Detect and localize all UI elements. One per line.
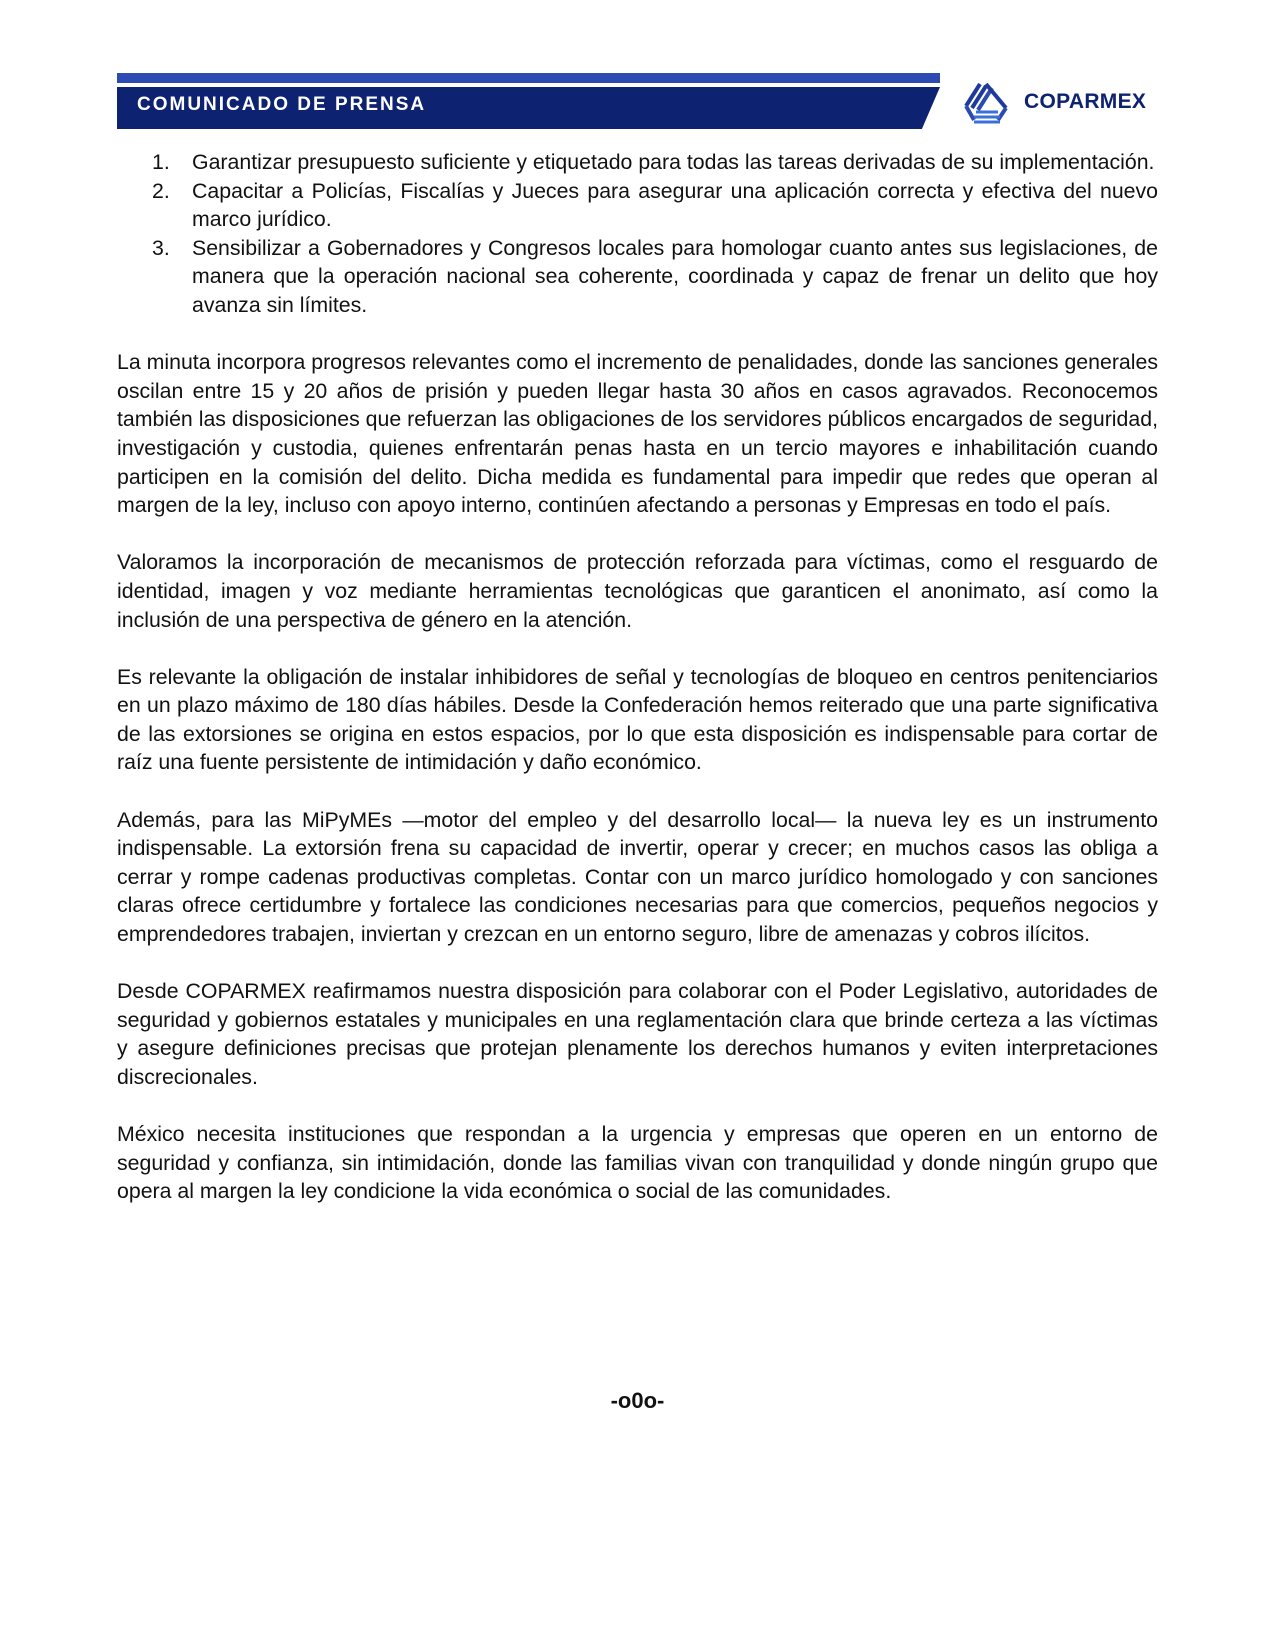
paragraph-coparmex-collaboration: Desde COPARMEX reafirmamos nuestra disposición para colaborar con el Poder Legislativo, autoridades de seguridad y gobiernos estatales y municipales en una reglamentación clara que brinde certeza a las víctimas y asegure definiciones precisas que protejan plenamente los derechos humanos y eviten interpretaciones discrecionales. [117, 979, 1158, 1089]
header-title: COMUNICADO DE PRENSA [137, 94, 427, 115]
list-item [152, 148, 1158, 177]
paragraph-victim-protection: Valoramos la incorporación de mecanismos de protección reforzada para víctimas, como el resguardo de identidad, imagen y voz mediante herramientas tecnológicas que garanticen el anonimato, así como la inclusión de una perspectiva de género en la atención. [117, 550, 1158, 632]
closing-mark: -o0o- [610, 1388, 665, 1413]
list-text: Sensibilizar a Gobernadores y Congresos locales para homologar cuanto antes sus legislaciones, de manera que la operación nacional sea coherente, coordinada y capaz de frenar un delito que hoy avanza sin límites. [192, 235, 1158, 317]
paragraph-penalties: La minuta incorpora progresos relevantes como el incremento de penalidades, donde las sanciones generales oscilan entre 15 y 20 años de prisión y pueden llegar hasta 30 años en casos agravados. Reconocemos también las disposiciones que refuerzan las obligaciones de los servidores públicos encargados de seguridad, investigación y custodia, quienes enfrentarán penas hasta en un tercio mayores e inhabilitación cuando participen en la comisión del delito. Dicha medida es fundamental para impedir que redes que operan al margen de la ley, incluso con apoyo interno, continúen afectando a personas y Empresas en todo el país. [117, 350, 1158, 518]
list-number: 3. [152, 235, 170, 260]
list-text: Capacitar a Policías, Fiscalías y Jueces para asegurar una aplicación correcta y efectiva del nuevo marco jurídico. [192, 178, 1158, 232]
paragraph-mipymes: Además, para las MiPyMEs —motor del empleo y del desarrollo local— la nueva ley es un instrumento indispensable. La extorsión frena su capacidad de invertir, operar y crecer; en muchos casos las obliga a cerrar y rompe cadenas productivas completas. Contar con un marco jurídico homologado y con sanciones claras ofrece certidumbre y fortalece las condiciones necesarias para que comercios, pequeños negocios y emprendedores trabajen, inviertan y crezcan en un entorno seguro, libre de amenazas y cobros ilícitos. [117, 807, 1158, 947]
logo-wordmark: COPARMEX [1024, 90, 1147, 113]
press-release-header [117, 73, 942, 129]
list-item [152, 234, 1158, 320]
list-item [152, 177, 1158, 234]
coparmex-logo [962, 80, 1162, 124]
list-text: Garantizar presupuesto suficiente y etiquetado para todas las tareas derivadas de su implementación. [192, 150, 1155, 174]
recommendations-list [117, 148, 1158, 320]
list-number: 2. [152, 178, 170, 203]
paragraph-signal-inhibitors: Es relevante la obligación de instalar inhibidores de señal y tecnologías de bloqueo en centros penitenciarios en un plazo máximo de 180 días hábiles. Desde la Confederación hemos reiterado que una parte significativa de las extorsiones se origina en estos espacios, por lo que esta disposición es indispensable para cortar de raíz una fuente persistente de intimidación y daño económico. [117, 664, 1158, 775]
header-accent-bar [117, 73, 940, 83]
paragraph-mexico-needs: México necesita instituciones que respondan a la urgencia y empresas que operen en un entorno de seguridad y confianza, sin intimidación, donde las familias vivan con tranquilidad y donde ningún grupo que opera al margen la ley condicione la vida económica o social de las comunidades. [117, 1122, 1158, 1204]
list-number: 1. [152, 150, 170, 174]
document-body [117, 148, 1158, 1206]
coparmex-logo-icon [962, 80, 1012, 124]
